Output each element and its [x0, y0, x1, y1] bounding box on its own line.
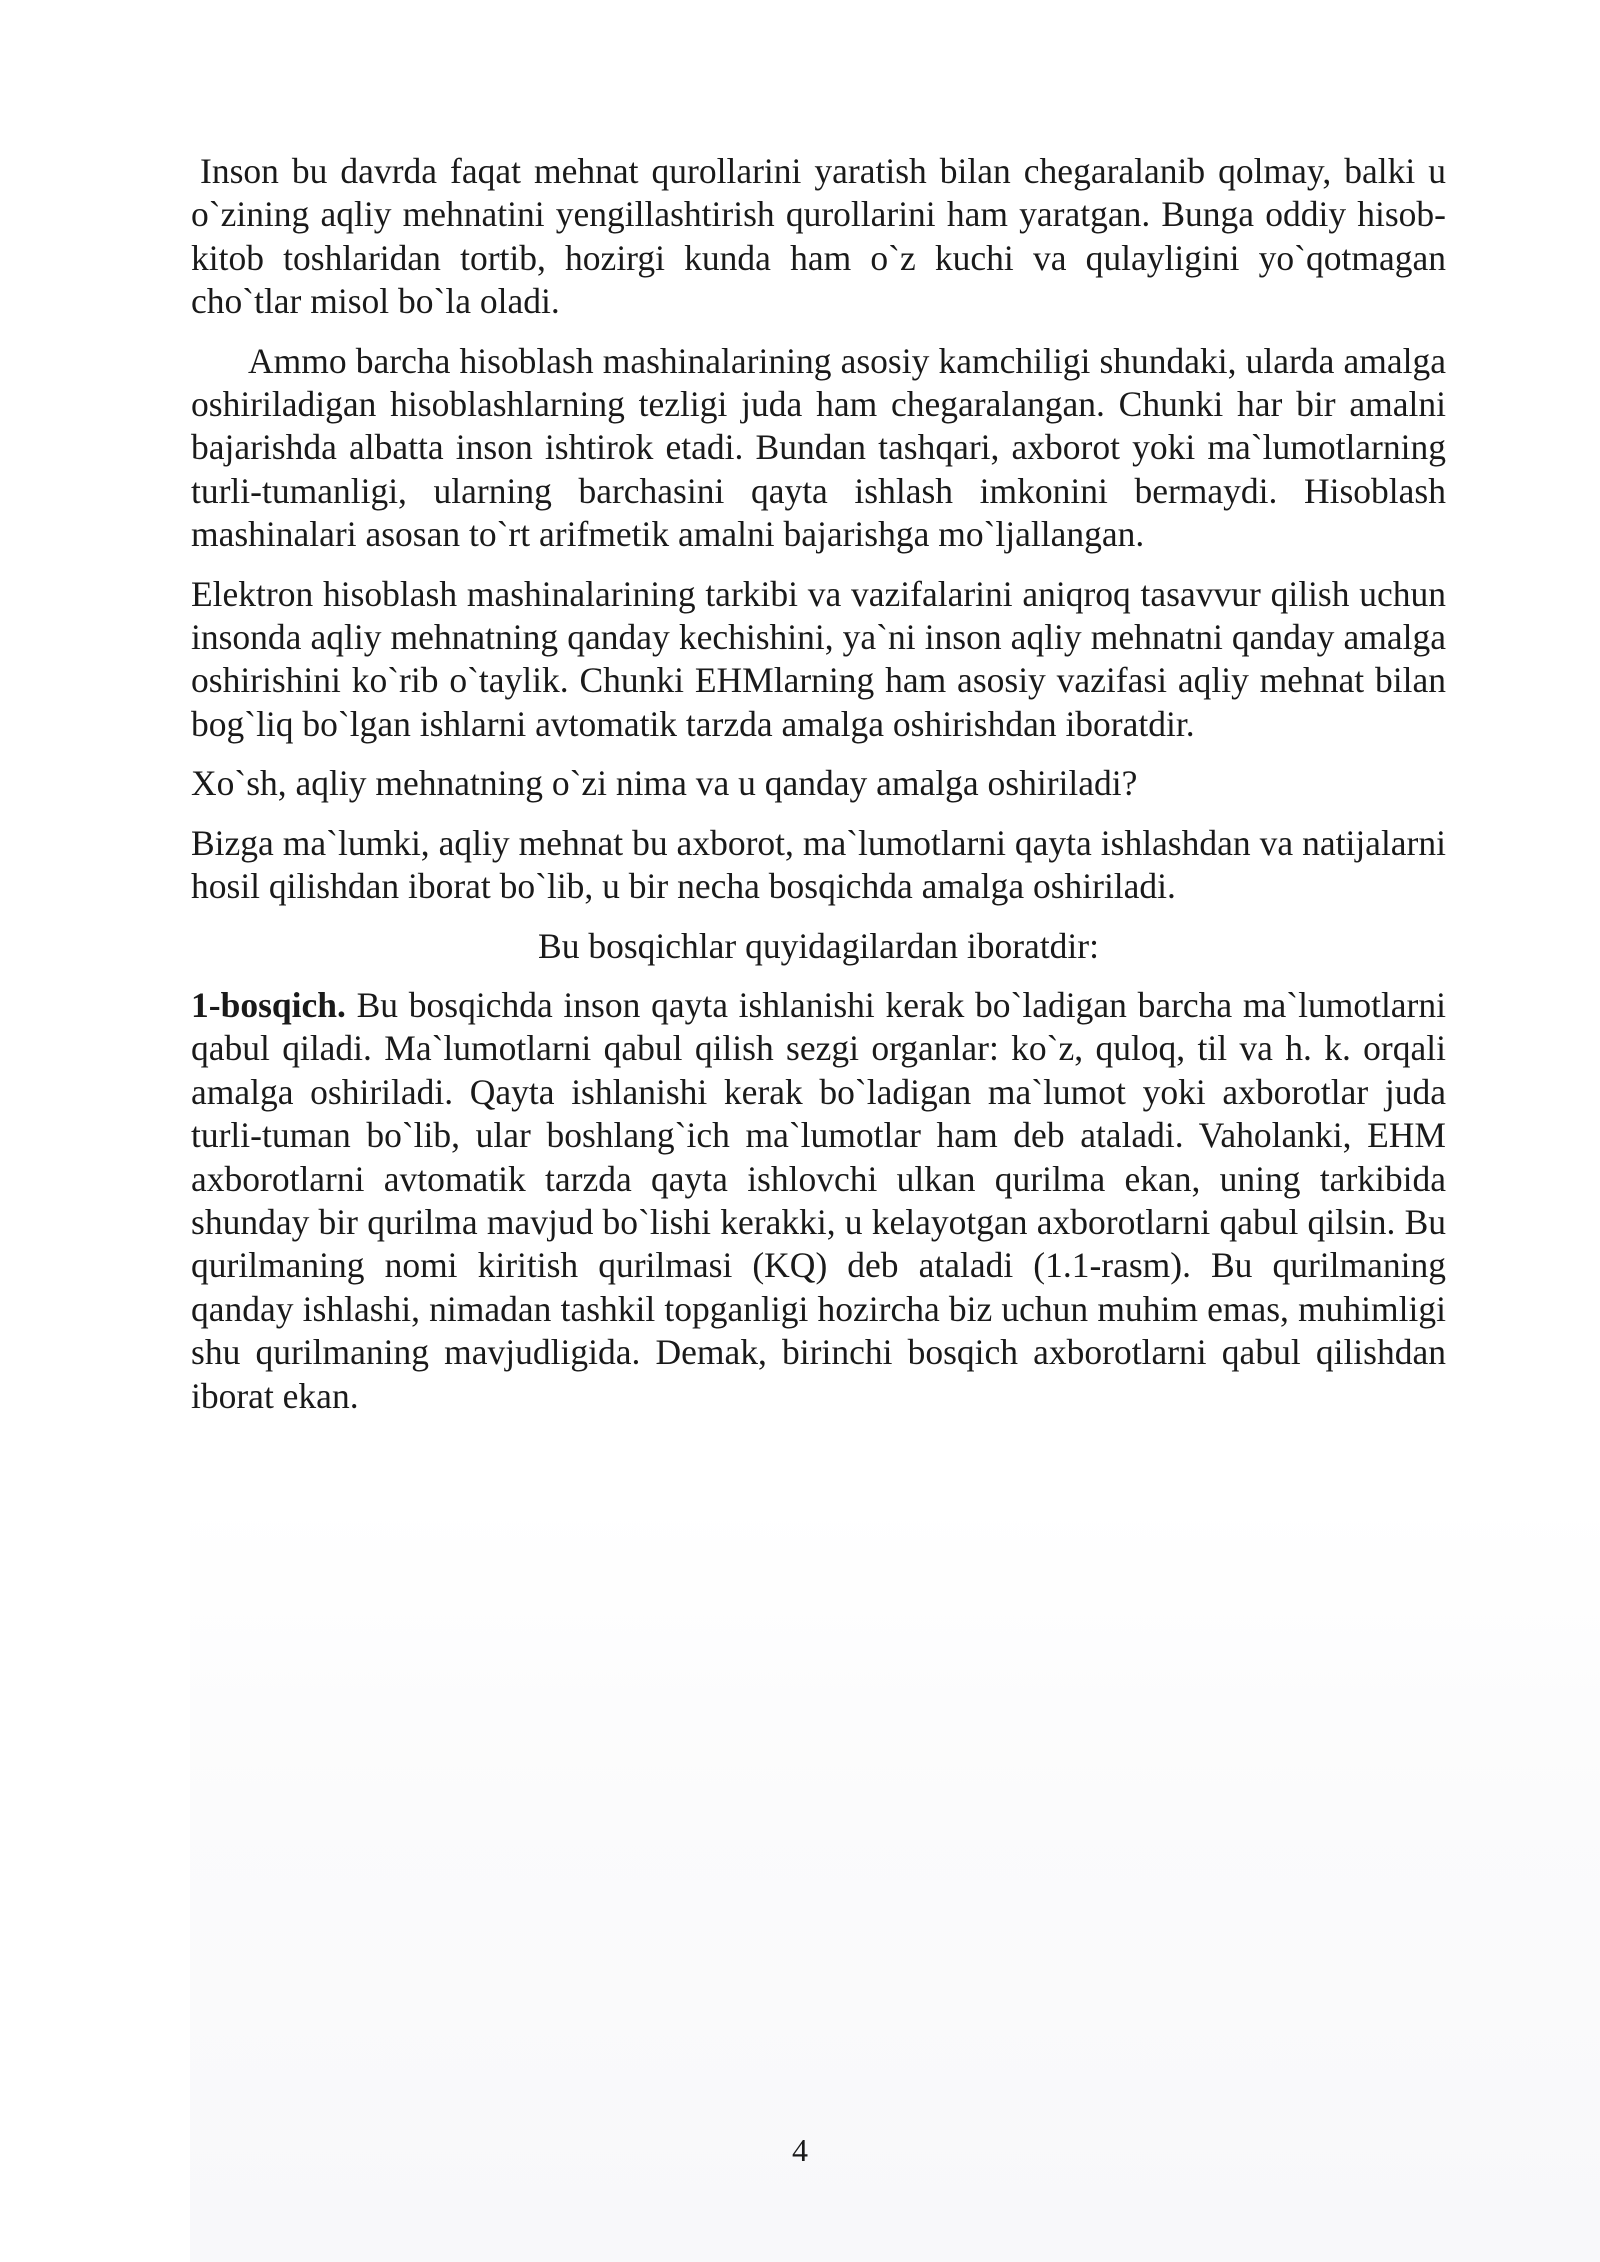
document-body	[191, 150, 1446, 1434]
paragraph-1: Inson bu davrda faqat mehnat qurollarini yaratish bilan chegaralanib qolmay, balki u o`zining aqliy mehnatini yengillashtirish qurollarini ham yaratgan. Bunga oddiy hisob-kitob toshlaridan tortib, hozirgi kunda ham o`z kuchi va qulayligini yo`qotmagan cho`tlar misol bo`la oladi.	[191, 151, 1446, 322]
stage-1-paragraph	[191, 984, 1446, 1418]
paragraph-2: Ammo barcha hisoblash mashinalarining asosiy kamchiligi shundaki, ularda amalga oshiriladigan hisoblashlarning tezligi juda ham chegaralangan. Chunki har bir amalni bajarishda albatta inson ishtirok etadi. Bundan tashqari, axborot yoki ma`lumotlarning turli-tumanligi, ularning barchasini qayta ishlash imkonini bermaydi. Hisoblash mashinalari asosan to`rt arifmetik amalni bajarishga mo`ljallangan.	[191, 340, 1446, 555]
stage-1-text: Bu bosqichda inson qayta ishlanishi kerak bo`ladigan barcha ma`lumotlarni qabul qiladi. Ma`lumotlarni qabul qilish sezgi organlar: ko`z, quloq, til va h. k. orqali amalga oshiriladi. Qayta ishlanishi kerak bo`ladigan ma`lumot yoki axborotlar juda turli-tuman bo`lib, ular boshlang`ich ma`lumotlar ham deb ataladi. Vaholanki, EHM axborotlarni avtomatik tarzda qayta ishlovchi ulkan qurilma ekan, uning tarkibida shunday bir qurilma mavjud bo`lishi kerakki, u kelayotgan axborotlarni qabul qilsin. Bu qurilmaning nomi kiritish qurilmasi (KQ) deb ataladi (1.1-rasm). Bu qurilmaning qanday ishlashi, nimadan tashkil topganligi hozircha biz uchun muhim emas, muhimligi shu qurilmaning mavjudligida. Demak, birinchi bosqich axborotlarni qabul qilishdan iborat ekan.	[191, 984, 1446, 1416]
stage-1-label: 1-bosqich.	[191, 984, 346, 1025]
paragraph-4: Xo`sh, aqliy mehnatning o`zi nima va u qanday amalga oshiriladi?	[191, 763, 1138, 804]
page-number: 4	[792, 2132, 808, 2168]
paragraph-3: Elektron hisoblash mashinalarining tarkibi va vazifalarini aniqroq tasavvur qilish uchun insonda aqliy mehnatning qanday kechishini, ya`ni inson aqliy mehnatni qanday amalga oshirishini ko`rib o`taylik. Chunki EHMlarning ham asosiy vazifasi aqliy mehnat bilan bog`liq bo`lgan ishlarni avtomatik tarzda amalga oshirishdan iboratdir.	[191, 573, 1446, 744]
stages-intro: Bu bosqichlar quyidagilardan iboratdir:	[538, 925, 1099, 966]
paragraph-5: Bizga ma`lumki, aqliy mehnat bu axborot, ma`lumotlarni qayta ishlashdan va natijalarni hosil qilishdan iborat bo`lib, u bir necha bosqichda amalga oshiriladi.	[191, 822, 1446, 907]
